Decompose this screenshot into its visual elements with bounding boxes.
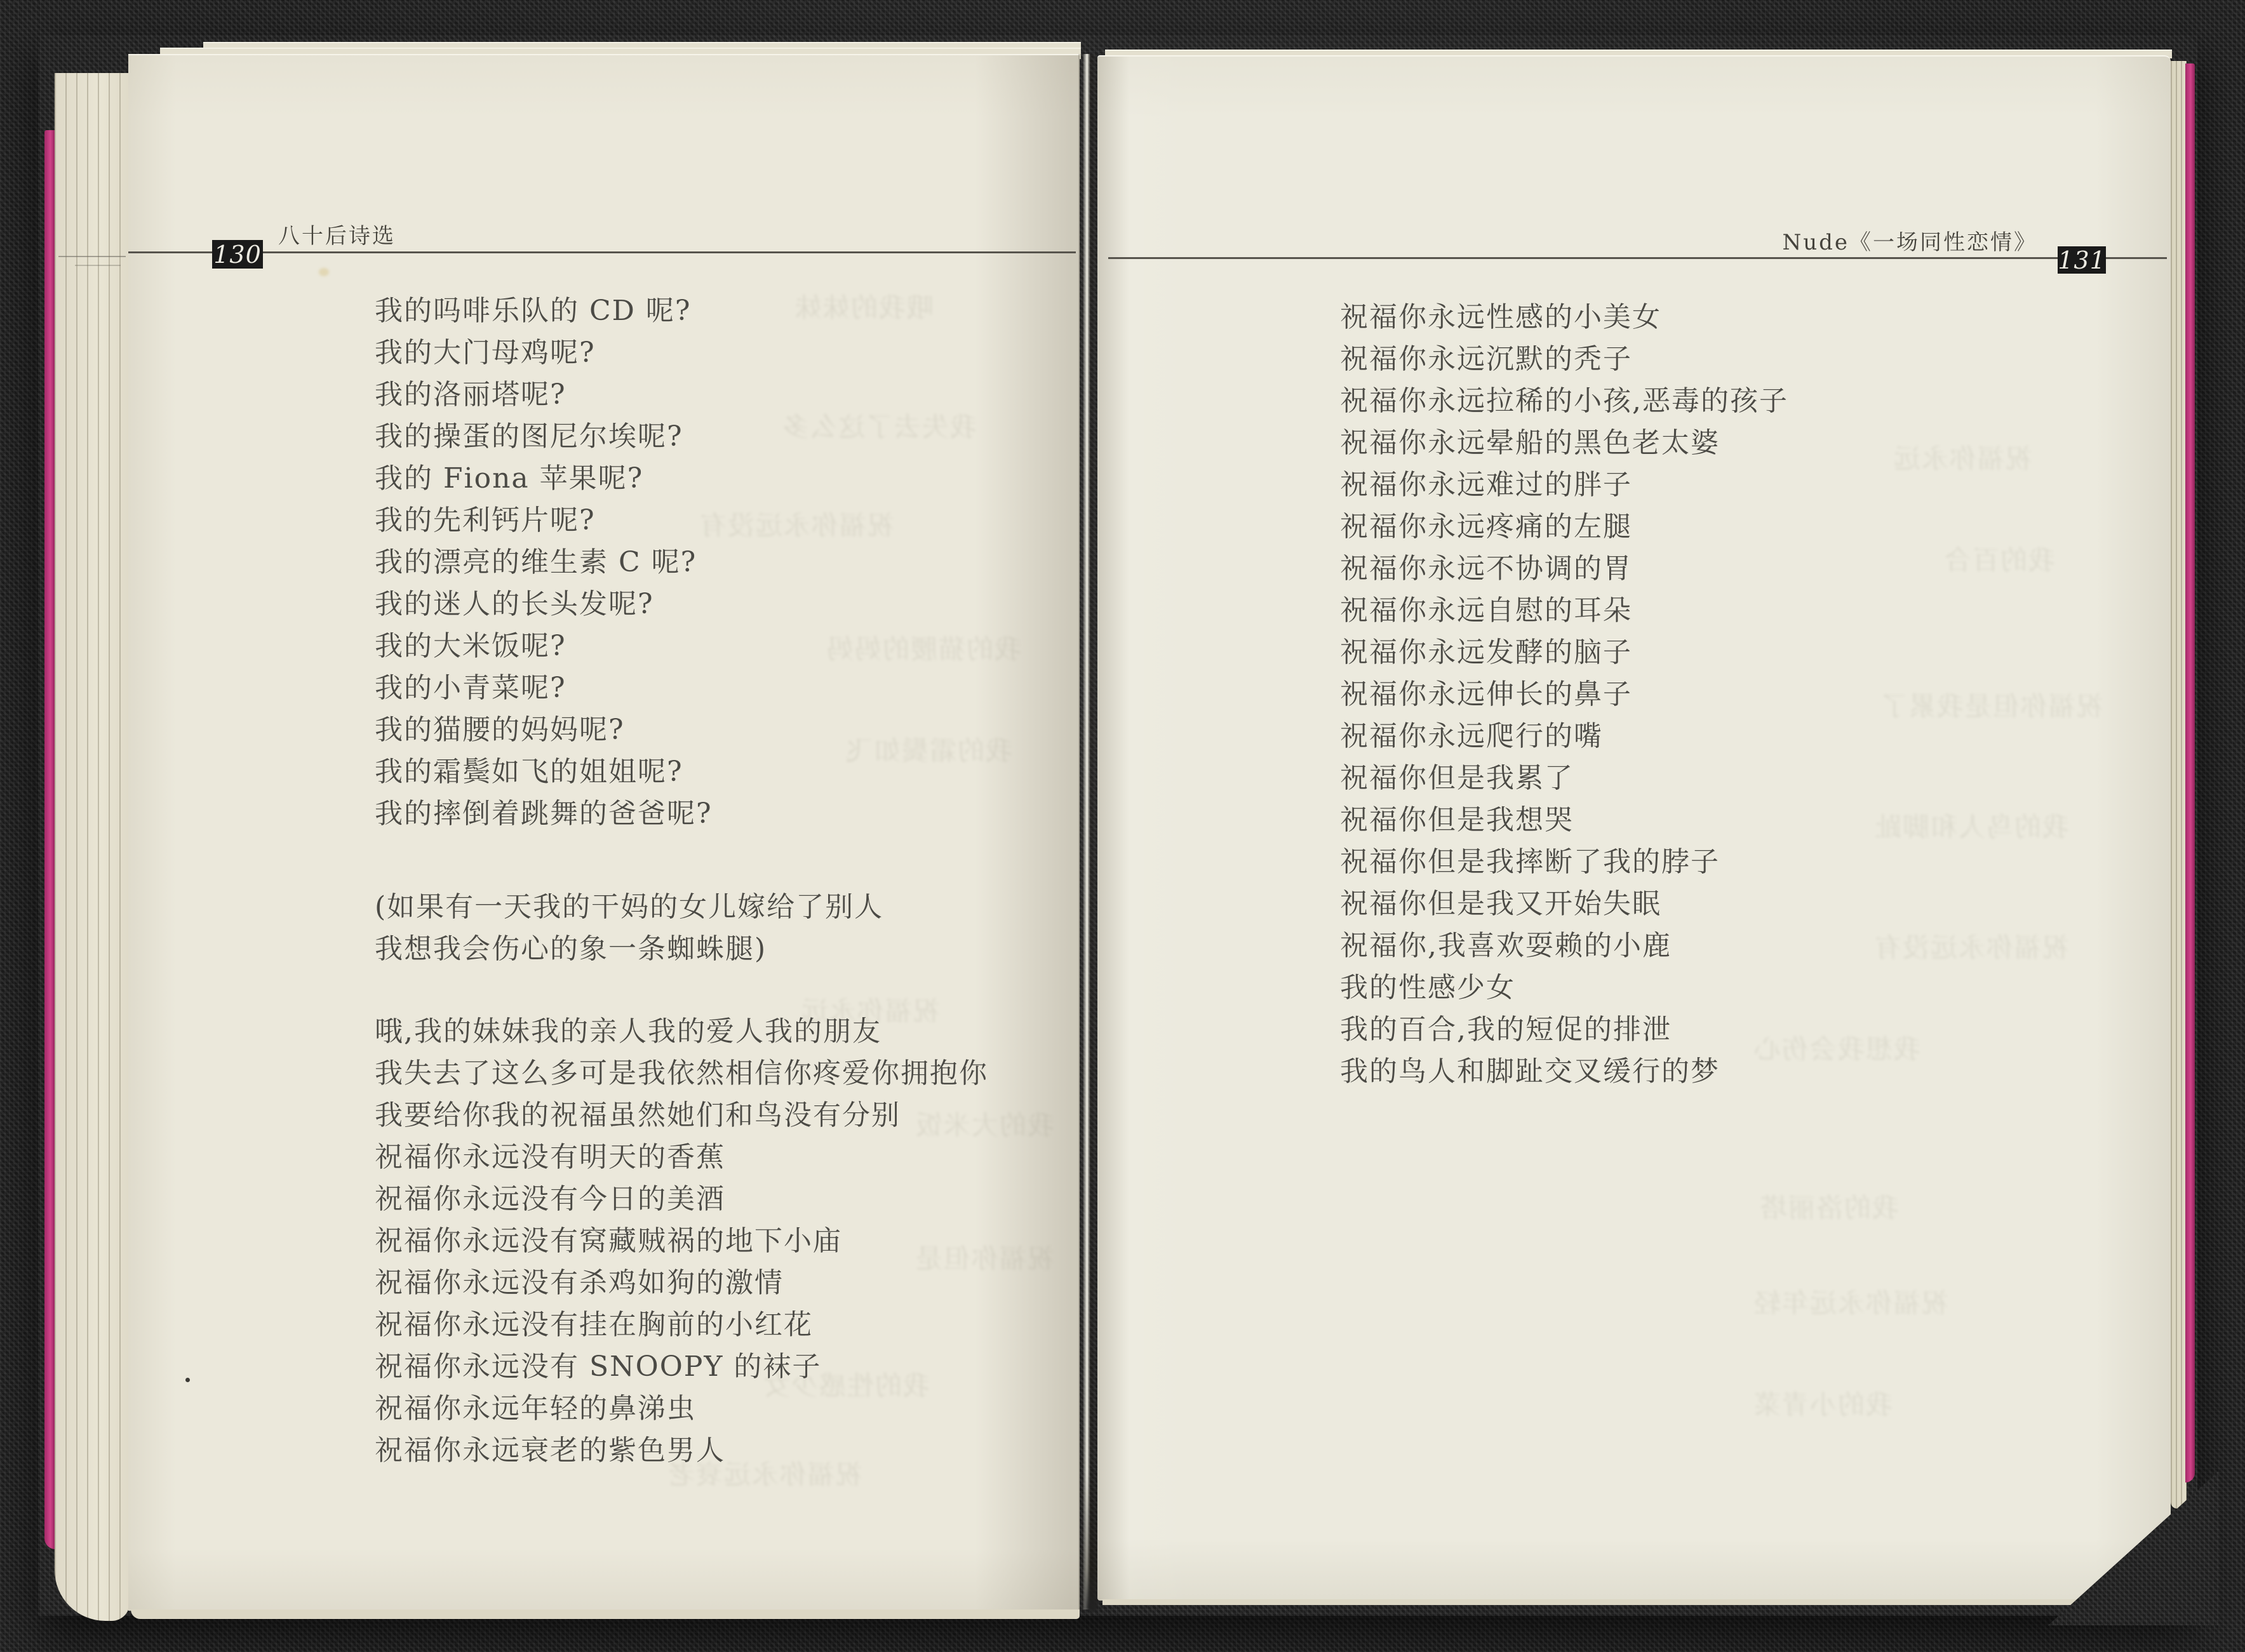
stack-rule-tick bbox=[75, 265, 121, 266]
poem-line: 我的 Fiona 苹果呢? bbox=[375, 462, 644, 495]
spine-bottom-notch bbox=[1085, 1473, 1097, 1611]
ghost-showthrough-text: 祝福你永远年轻 bbox=[1753, 1288, 1949, 1319]
poem-line: 祝福你永远性感的小美女 bbox=[1340, 301, 1661, 333]
poem-line: 祝福你永远沉默的秃子 bbox=[1340, 343, 1632, 375]
poem-line: 我的小青菜呢? bbox=[375, 672, 566, 704]
left-poem-stanza-2 bbox=[375, 886, 988, 970]
poem-line: 祝福你但是我又开始失眠 bbox=[1340, 888, 1661, 920]
ghost-showthrough-text: 我失去了这么多 bbox=[781, 411, 977, 443]
poem-line: 我的洛丽塔呢? bbox=[375, 378, 566, 411]
poem-line: 祝福你永远衰老的紫色男人 bbox=[375, 1434, 725, 1467]
poem-line: 我想我会伤心的象一条蜘蛛腿) bbox=[375, 933, 767, 965]
poem-line: 我的鸟人和脚趾交叉缓行的梦 bbox=[1340, 1055, 1720, 1088]
poem-line: 祝福你永远没有今日的美酒 bbox=[375, 1183, 725, 1215]
poem-line: 我的先利钙片呢? bbox=[375, 504, 596, 536]
poem-line: 我的性感少女 bbox=[1340, 971, 1515, 1004]
ghost-showthrough-text: 祝福你永远 bbox=[800, 996, 941, 1027]
ghost-showthrough-text: 祝福你永远 bbox=[1893, 443, 2033, 474]
right-page-number: 131 bbox=[2058, 246, 2106, 274]
ghost-showthrough-text: 我想我会伤心 bbox=[1753, 1034, 1921, 1065]
poem-line: 我失去了这么多可是我依然相信你疼爱你拥抱你 bbox=[375, 1057, 988, 1089]
left-poem-stanza-1 bbox=[375, 290, 988, 835]
left-page-number: 130 bbox=[213, 240, 262, 269]
poem-line: 我的百合,我的短促的排泄 bbox=[1340, 1013, 1672, 1046]
ghost-showthrough-text: 我的霜鬓如飞 bbox=[845, 735, 1013, 766]
poem-line: 我要给你我的祝福虽然她们和鸟没有分别 bbox=[375, 1099, 901, 1131]
poem-line: 祝福你永远没有杀鸡如狗的激情 bbox=[375, 1267, 784, 1299]
poem-line: 祝福你永远晕船的黑色老太婆 bbox=[1340, 427, 1720, 459]
poem-line: 我的迷人的长头发呢? bbox=[375, 588, 654, 620]
paper-stain bbox=[319, 268, 329, 276]
left-header-rule bbox=[128, 251, 1076, 253]
poem-line: 祝福你永远没有挂在胸前的小红花 bbox=[375, 1309, 813, 1341]
ghost-showthrough-text: 哦我的妹妹 bbox=[794, 292, 934, 323]
right-page-stack-edge bbox=[2171, 61, 2187, 1509]
poem-line: 我的大米饭呢? bbox=[375, 630, 566, 662]
left-running-header: 八十后诗选 bbox=[278, 223, 396, 249]
ghost-showthrough-text: 祝福你永远没有 bbox=[699, 510, 895, 541]
left-page-number-badge bbox=[212, 240, 263, 269]
ghost-showthrough-text: 祝福你永远没有 bbox=[1873, 932, 2070, 963]
book-gutter bbox=[1078, 54, 1097, 1609]
right-running-header: Nude《一场同性恋情》 bbox=[1782, 230, 2037, 255]
poem-line: 祝福你永远爬行的嘴 bbox=[1340, 720, 1603, 752]
ghost-showthrough-text: 我的大米饭 bbox=[915, 1110, 1055, 1141]
right-cover-edge bbox=[2185, 63, 2195, 1482]
ghost-showthrough-text: 我的小青菜 bbox=[1753, 1389, 1893, 1420]
poem-line: 我的吗啡乐队的 CD 呢? bbox=[375, 295, 692, 327]
poem-line: 祝福你,我喜欢耍赖的小鹿 bbox=[1340, 929, 1672, 962]
poem-line: 我的摔倒着跳舞的爸爸呢? bbox=[375, 797, 713, 830]
ghost-showthrough-text: 祝福你但是 bbox=[915, 1243, 1055, 1274]
poem-line: 祝福你永远疼痛的左腿 bbox=[1340, 510, 1632, 543]
poem-line: 祝福你永远发酵的脑子 bbox=[1340, 636, 1632, 669]
right-poem bbox=[1340, 296, 1788, 1093]
ghost-showthrough-text: 我的鸟人和脚趾 bbox=[1873, 811, 2070, 843]
poem-line: 我的操蛋的图尼尔埃呢? bbox=[375, 420, 683, 453]
poem-line: 祝福你永远没有窝藏贼祸的地下小庙 bbox=[375, 1225, 842, 1257]
paper-speck bbox=[185, 1378, 190, 1382]
poem-line: 我的猫腰的妈妈呢? bbox=[375, 714, 625, 746]
ghost-showthrough-text: 祝福你但是我累了 bbox=[1880, 691, 2104, 722]
poem-line: 祝福你永远难过的胖子 bbox=[1340, 469, 1632, 501]
left-page-bottom-edge bbox=[131, 1609, 1080, 1619]
poem-line: 我的霜鬓如飞的姐姐呢? bbox=[375, 756, 683, 788]
left-poem bbox=[375, 290, 988, 1472]
ghost-showthrough-text: 我的猫腰的妈妈 bbox=[826, 634, 1022, 665]
right-page-number-badge bbox=[2058, 246, 2106, 274]
poem-line: 祝福你永远拉稀的小孩,恶毒的孩子 bbox=[1340, 385, 1788, 417]
left-page-stack-edge bbox=[55, 73, 130, 1621]
stack-rule-tick bbox=[58, 256, 126, 257]
right-header-rule bbox=[1108, 257, 2167, 259]
poem-line: 我的漂亮的维生素 C 呢? bbox=[375, 546, 697, 578]
right-page-bottom-edge bbox=[1102, 1599, 2119, 1605]
ghost-showthrough-text: 我的洛丽塔 bbox=[1759, 1192, 1900, 1223]
poem-line: 祝福你但是我想哭 bbox=[1340, 804, 1574, 836]
poem-line: 祝福你但是我累了 bbox=[1340, 762, 1574, 794]
left-cover-edge bbox=[44, 130, 55, 1549]
poem-line: 祝福你但是我摔断了我的脖子 bbox=[1340, 846, 1720, 878]
poem-line: 祝福你永远不协调的胃 bbox=[1340, 552, 1632, 585]
poem-line: 哦,我的妹妹我的亲人我的爱人我的朋友 bbox=[375, 1015, 881, 1048]
ghost-showthrough-text: 我的性感少女 bbox=[762, 1370, 930, 1401]
poem-line: 祝福你永远年轻的鼻涕虫 bbox=[375, 1392, 696, 1425]
poem-line: 我的大门母鸡呢? bbox=[375, 336, 596, 369]
poem-line: (如果有一天我的干妈的女儿嫁给了别人 bbox=[375, 891, 884, 923]
left-poem-stanza-3 bbox=[375, 1011, 988, 1472]
ghost-showthrough-text: 我的百合 bbox=[1943, 545, 2056, 576]
poem-line: 祝福你永远没有 SNOOPY 的袜子 bbox=[375, 1350, 822, 1383]
ghost-showthrough-text: 祝福你永远衰老 bbox=[667, 1459, 863, 1490]
poem-line: 祝福你永远没有明天的香蕉 bbox=[375, 1141, 725, 1173]
right-poem-stanza-1 bbox=[1340, 296, 1788, 1093]
poem-line: 祝福你永远自慰的耳朵 bbox=[1340, 594, 1632, 627]
poem-line: 祝福你永远伸长的鼻子 bbox=[1340, 678, 1632, 710]
